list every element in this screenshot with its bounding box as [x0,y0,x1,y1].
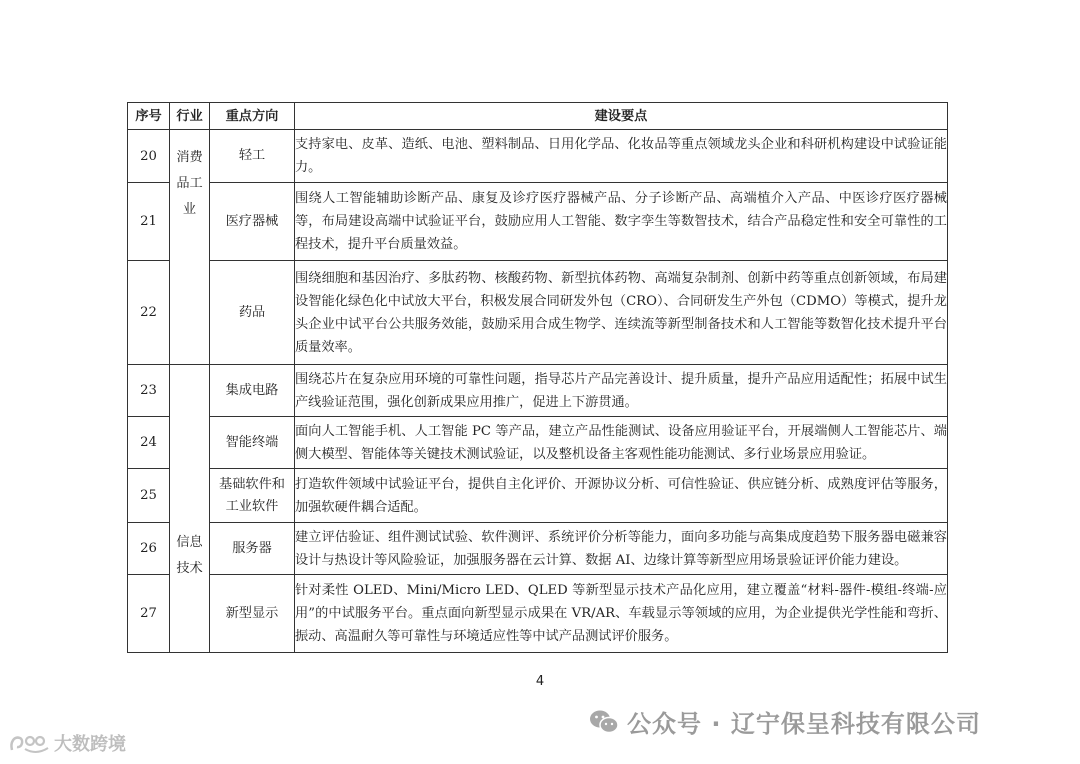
table-row [128,575,948,653]
table-row [128,365,948,417]
row-number: 26 [128,523,170,575]
key-points-cell: 面向人工智能手机、人工智能 PC 等产品，建立产品性能测试、设备应用验证平台，开展端侧人工智能芯片、端侧大模型、智能体等关键技术测试验证，以及整机设备主客观性能功能测试、多行业场景应用验证。 [295,417,948,469]
industry-cell-consumer: 消费品工业 [170,130,210,365]
table-row [128,183,948,261]
row-number: 25 [128,469,170,523]
brand-logo-text: 大数跨境 [54,734,126,755]
direction-cell: 智能终端 [210,417,295,469]
row-number: 20 [128,130,170,183]
key-points-cell: 支持家电、皮革、造纸、电池、塑料制品、日用化学品、化妆品等重点领域龙头企业和科研机构建设中试验证能力。 [295,130,948,183]
header-direction: 重点方向 [210,103,295,130]
header-industry: 行业 [170,103,210,130]
table-row [128,417,948,469]
wechat-icon [589,709,619,735]
direction-cell: 轻工 [210,130,295,183]
row-number: 27 [128,575,170,653]
direction-cell: 药品 [210,261,295,365]
watermark [589,704,981,739]
key-points-cell: 建立评估验证、组件测试试验、软件测评、系统评价分析等能力，面向多功能与高集成度趋势下服务器电磁兼容设计与热设计等风险验证，加强服务器在云计算、数据 AI、边缘计算等新型应用场景验证评价能力建设。 [295,523,948,575]
row-number: 22 [128,261,170,365]
watermark-text: 公众号 · 辽宁保呈科技有限公司 [627,710,981,738]
table-row [128,469,948,523]
direction-cell: 集成电路 [210,365,295,417]
direction-cell: 服务器 [210,523,295,575]
table-row [128,130,948,183]
row-number: 23 [128,365,170,417]
row-number: 24 [128,417,170,469]
table-row [128,523,948,575]
table-row [128,261,948,365]
header-number: 序号 [128,103,170,130]
direction-cell: 新型显示 [210,575,295,653]
key-points-cell: 围绕细胞和基因治疗、多肽药物、核酸药物、新型抗体药物、高端复杂制剂、创新中药等重点创新领域，布局建设智能化绿色化中试放大平台，积极发展合同研发外包（CRO）、合同研发生产外包（CDMO）等模式，提升龙头企业中试平台公共服务效能，鼓励采用合成生物学、连续流等新型制备技术和人工智能等数智化技术提升平台质量效率。 [295,261,948,365]
requirements-table [127,102,948,653]
brand-logo [8,730,126,756]
brand-logo-icon [8,732,52,754]
page-number: 4 [535,674,545,689]
industry-cell-it: 信息技术 [170,365,210,653]
direction-cell: 医疗器械 [210,183,295,261]
key-points-cell: 围绕人工智能辅助诊断产品、康复及诊疗医疗器械产品、分子诊断产品、高端植介入产品、中医诊疗医疗器械等，布局建设高端中试验证平台，鼓励应用人工智能、数字孪生等数智技术，结合产品稳定性和安全可靠性的工程技术，提升平台质量效益。 [295,183,948,261]
direction-cell: 基础软件和工业软件 [210,469,295,523]
header-key-points: 建设要点 [295,103,948,130]
table-header-row [128,103,948,130]
key-points-cell: 打造软件领域中试验证平台，提供自主化评价、开源协议分析、可信性验证、供应链分析、成熟度评估等服务，加强软硬件耦合适配。 [295,469,948,523]
key-points-cell: 针对柔性 OLED、Mini/Micro LED、QLED 等新型显示技术产品化应用，建立覆盖“材料-器件-模组-终端-应用”的中试服务平台。重点面向新型显示成果在 VR/AR、车载显示等领域的应用，为企业提供光学性能和弯折、振动、高温耐久等可靠性与环境适应性等中试产品测试评价服务。 [295,575,948,653]
row-number: 21 [128,183,170,261]
key-points-cell: 围绕芯片在复杂应用环境的可靠性问题，指导芯片产品完善设计、提升质量，提升产品应用适配性；拓展中试生产线验证范围，强化创新成果应用推广，促进上下游贯通。 [295,365,948,417]
